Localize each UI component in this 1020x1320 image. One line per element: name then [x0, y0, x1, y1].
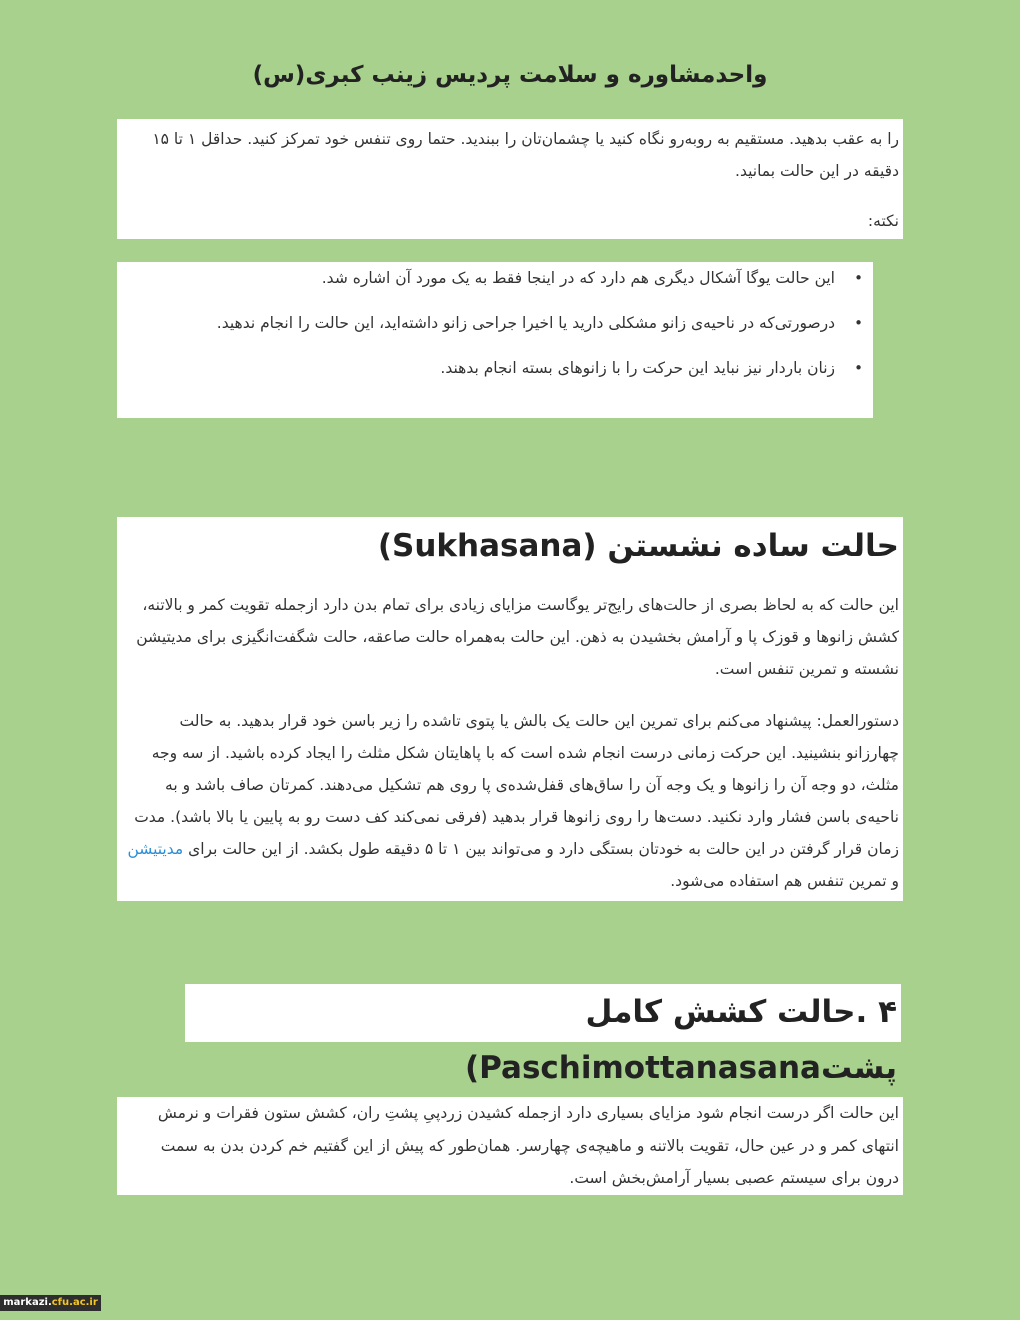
intro-paragraph: را به عقب بدهید. مستقیم به روبه‌رو نگاه کنید یا چشمان‌تان را ببندید. حتما روی تنفس خود تمرکز کنید. حداقل ۱ تا ۱۵ دقیقه در این حالت بمانید.	[152, 130, 899, 180]
notes-box	[117, 262, 873, 418]
paschimottanasana-heading-box	[185, 984, 901, 1086]
notes-list	[129, 262, 869, 384]
note-label: نکته:	[867, 212, 899, 230]
paschimottanasana-heading: ۴ .حالت کشش کامل پشتPaschimottanasana)	[464, 994, 897, 1086]
list-item: • این حالت یوگا آشکال دیگری هم دارد که در اینجا فقط به یک مورد آن اشاره شد.	[129, 262, 835, 294]
intro-box	[117, 119, 903, 239]
bullet-icon: •	[854, 359, 863, 377]
sukhasana-section	[117, 517, 903, 901]
page-title: واحدمشاوره و سلامت پردیس زینب کبری(س)	[252, 62, 768, 88]
bullet-icon: •	[854, 314, 863, 332]
sukhasana-paragraph-2: دستورالعمل: پیشنهاد می‌کنم برای تمرین این حالت یک بالش یا پتوی تاشده را زیر باسن خود قرار بدهید. به حالت چهارزانو بنشینید. این حرکت زمانی درست انجام شده است که با پاهایتان شکل مثلث را ایجاد کرده باشید. از سه وجه مثلث، دو وجه آن را زانوها و یک وجه آن را ساق‌های قفل‌شده‌ی پا روی هم تشکیل می‌دهند. کمرتان صاف باشد و به ناحیه‌ی باسن فشار وارد نکنید. دست‌ها را روی زانوها قرار بدهید (فرقی نمی‌کند کف دست رو به پایین یا بالا باشد). مدت زمان قرار گرفتن در این حالت به خودتان بستگی دارد و می‌تواند بین ۱ تا ۵ دقیقه طول بکشد. از این حالت برای مدیتیشن و تمرین تنفس هم استفاده می‌شود.	[127, 712, 899, 890]
list-item: • زنان باردار نیز نباید این حرکت را با زانوهای بسته انجام بدهند.	[129, 352, 835, 384]
list-item: • درصورتی‌که در ناحیه‌ی زانو مشکلی دارید یا اخیرا جراحی زانو داشته‌اید، این حالت را انجام ندهید.	[129, 307, 835, 339]
meditation-link[interactable]: مدیتیشن	[127, 840, 184, 858]
sukhasana-paragraph-1: این حالت که به لحاظ بصری از حالت‌های رایج‌تر یوگاست مزایای زیادی برای تمام بدن دارد ازجمله تقویت کمر و بالاتنه، کشش زانوها و قوزک پا و آرامش بخشیدن به ذهن. این حالت به‌همراه حالت صاعقه، حالت شگفت‌انگیزی برای مدیتیشن نشسته و تمرین تنفس است.	[136, 596, 899, 678]
bullet-icon: •	[854, 269, 863, 287]
sukhasana-heading: حالت ساده نشستن (Sukhasana)	[377, 528, 899, 564]
paschimottanasana-paragraph: این حالت اگر درست انجام شود مزایای بسیاری دارد ازجمله کشیدن زردپیِ پشتِ ران، کشش ستون فقرات و نرمش انتهای کمر و در عین حال، تقویت بالاتنه و ماهیچه‌ی چهارسر. همان‌طور که پیش از این گفتیم خم کردن بدن به سمت درون برای سیستم عصبی بسیار آرامش‌بخش است.	[157, 1104, 899, 1187]
paschimottanasana-section	[117, 1097, 903, 1195]
footer-watermark: markazi.cfu.ac.ir	[0, 1295, 101, 1311]
